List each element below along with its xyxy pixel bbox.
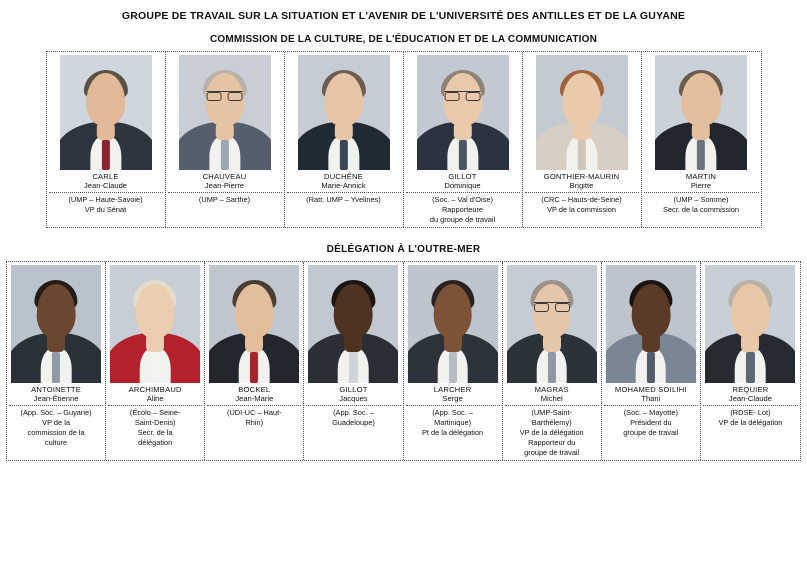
member-portrait xyxy=(11,265,101,383)
member-name-block xyxy=(644,172,759,190)
portrait-face xyxy=(86,73,126,126)
member-card xyxy=(205,262,304,460)
member-detail-line: commission de la xyxy=(27,428,85,437)
member-detail-line: du groupe de travail xyxy=(429,215,496,224)
member-detail-line: (UMP-Saint- xyxy=(531,408,573,417)
member-firstname: Jean-Étienne xyxy=(33,394,79,403)
member-card xyxy=(404,52,523,227)
member-portrait xyxy=(705,265,795,383)
portrait-tie xyxy=(458,140,466,170)
member-portrait xyxy=(179,55,271,170)
portrait-tie xyxy=(52,352,60,383)
member-name-block xyxy=(406,385,500,403)
glasses-icon xyxy=(444,91,481,101)
member-details xyxy=(703,408,798,428)
member-firstname: Jean-Claude xyxy=(728,394,772,403)
member-firstname: Michel xyxy=(540,394,563,403)
member-card xyxy=(523,52,642,227)
member-detail-line: culture xyxy=(44,438,68,447)
card-divider xyxy=(168,192,282,193)
member-detail-line: Barthélemy) xyxy=(531,418,572,427)
portrait-face xyxy=(731,284,770,338)
member-surname: MAGRAS xyxy=(534,385,569,394)
commission-member-grid xyxy=(46,51,762,228)
member-portrait xyxy=(298,55,390,170)
card-divider xyxy=(108,405,202,406)
portrait-face xyxy=(631,284,670,338)
portrait-face xyxy=(334,284,373,338)
member-surname: BOCKEL xyxy=(238,385,271,394)
member-card xyxy=(642,52,761,227)
portrait-face xyxy=(37,284,76,338)
member-detail-line: (UMP – Sarthe) xyxy=(198,195,251,204)
member-surname: MOHAMED SOILIHI xyxy=(614,385,687,394)
portrait-tie xyxy=(548,352,556,383)
member-firstname: Marie-Annick xyxy=(321,181,366,190)
card-divider xyxy=(703,405,798,406)
member-detail-line: (RDSE- Lot) xyxy=(730,408,771,417)
card-divider xyxy=(525,192,639,193)
card-divider xyxy=(49,192,163,193)
portrait-tie xyxy=(697,140,705,170)
member-card xyxy=(47,52,166,227)
member-surname: GONTHIER-MAURIN xyxy=(543,172,620,181)
member-surname: GILLOT xyxy=(448,172,477,181)
member-detail-line: VP de la délégation xyxy=(519,428,584,437)
member-portrait xyxy=(60,55,152,170)
member-surname: ARCHIMBAUD xyxy=(128,385,182,394)
member-details xyxy=(306,408,400,428)
member-details xyxy=(9,408,103,448)
member-surname: LARCHER xyxy=(433,385,472,394)
member-name-block xyxy=(406,172,520,190)
member-name-block xyxy=(207,385,301,403)
member-name-block xyxy=(525,172,639,190)
member-details xyxy=(108,408,202,448)
member-name-block xyxy=(287,172,401,190)
member-details xyxy=(644,195,759,215)
member-card xyxy=(7,262,106,460)
member-detail-line: Saint-Denis) xyxy=(134,418,176,427)
member-detail-line: Secr. de la xyxy=(137,428,173,437)
portrait-face xyxy=(433,284,472,338)
member-card xyxy=(404,262,503,460)
member-portrait xyxy=(209,265,299,383)
member-portrait xyxy=(655,55,747,170)
member-detail-line: Pt de la délégation xyxy=(421,428,484,437)
member-detail-line: Président du xyxy=(630,418,672,427)
member-detail-line: (Ratt. UMP – Yvelines) xyxy=(306,195,381,204)
member-detail-line: (App. Soc. – xyxy=(333,408,374,417)
member-detail-line: Guadeloupe) xyxy=(332,418,375,427)
member-surname: CARLE xyxy=(92,172,119,181)
member-firstname: Serge xyxy=(442,394,463,403)
glasses-icon xyxy=(206,91,243,101)
member-portrait xyxy=(536,55,628,170)
section-title-outremer: DÉLÉGATION À L'OUTRE-MER xyxy=(326,244,481,255)
member-detail-line: VP du Sénat xyxy=(84,205,127,214)
member-details xyxy=(287,195,401,205)
member-card xyxy=(304,262,403,460)
member-surname: CHAUVEAU xyxy=(202,172,247,181)
member-firstname: Aline xyxy=(146,394,164,403)
card-divider xyxy=(306,405,400,406)
member-firstname: Brigitte xyxy=(569,181,594,190)
member-detail-line: (App. Soc. – xyxy=(432,408,473,417)
member-detail-line: (Soc. – Mayotte) xyxy=(623,408,678,417)
portrait-tie xyxy=(577,140,585,170)
member-surname: MARTIN xyxy=(685,172,717,181)
member-name-block xyxy=(49,172,163,190)
outremer-member-grid xyxy=(6,261,801,461)
member-details xyxy=(207,408,301,428)
portrait-tie xyxy=(349,352,357,383)
portrait-tie xyxy=(449,352,457,383)
portrait-tie xyxy=(101,140,109,170)
member-card xyxy=(503,262,602,460)
member-name-block xyxy=(108,385,202,403)
portrait-face xyxy=(562,73,602,126)
card-divider xyxy=(644,192,759,193)
member-card xyxy=(285,52,404,227)
member-surname: ANTOINETTE xyxy=(31,385,82,394)
card-divider xyxy=(287,192,401,193)
member-details xyxy=(525,195,639,215)
portrait-tie xyxy=(220,140,228,170)
member-name-block xyxy=(306,385,400,403)
member-card xyxy=(602,262,701,460)
member-detail-line: Martinique) xyxy=(434,418,472,427)
member-details xyxy=(505,408,599,458)
member-portrait xyxy=(417,55,509,170)
member-name-block xyxy=(505,385,599,403)
member-detail-line: VP de la xyxy=(42,418,70,427)
member-details xyxy=(406,408,500,438)
portrait-tie xyxy=(250,352,258,383)
card-divider xyxy=(406,192,520,193)
member-firstname: Pierre xyxy=(690,181,712,190)
member-firstname: Dominique xyxy=(444,181,481,190)
member-detail-line: groupe de travail xyxy=(524,448,580,457)
member-detail-line: (App. Soc. – Guyane) xyxy=(20,408,92,417)
member-name-block xyxy=(604,385,698,403)
member-detail-line: (Soc. – Val d'Oise) xyxy=(432,195,493,204)
member-name-block xyxy=(703,385,798,403)
portrait-tie xyxy=(647,352,655,383)
card-divider xyxy=(207,405,301,406)
portrait-tie xyxy=(746,352,754,383)
member-name-block xyxy=(168,172,282,190)
member-detail-line: Rhin) xyxy=(245,418,264,427)
member-details xyxy=(406,195,520,225)
card-divider xyxy=(505,405,599,406)
member-surname: GILLOT xyxy=(339,385,368,394)
member-detail-line: Rapporteure xyxy=(441,205,484,214)
portrait-tie xyxy=(151,352,159,383)
member-portrait xyxy=(606,265,696,383)
member-detail-line: délégation xyxy=(138,438,173,447)
member-detail-line: (Écolo – Seine- xyxy=(129,408,181,417)
member-details xyxy=(168,195,282,205)
portrait-face xyxy=(136,284,175,338)
member-firstname: Thani xyxy=(641,394,661,403)
glasses-icon xyxy=(534,302,570,313)
document-title-sub: COMMISSION DE LA CULTURE, DE L'ÉDUCATION ET DE LA COMMUNICATION xyxy=(210,34,597,45)
member-detail-line: VP de la délégation xyxy=(718,418,783,427)
member-detail-line: Secr. de la commission xyxy=(663,205,739,214)
member-firstname: Jean-Marie xyxy=(235,394,274,403)
card-divider xyxy=(604,405,698,406)
card-divider xyxy=(406,405,500,406)
member-detail-line: Rapporteur du xyxy=(528,438,576,447)
member-card xyxy=(701,262,800,460)
member-detail-line: (CRC – Hauts-de-Seine) xyxy=(541,195,622,204)
member-detail-line: (UMP – Haute-Savoie) xyxy=(68,195,143,204)
member-surname: REQUIER xyxy=(732,385,769,394)
member-detail-line: VP de la commission xyxy=(547,205,616,214)
portrait-tie xyxy=(339,140,347,170)
member-detail-line: (UMP – Somme) xyxy=(673,195,729,204)
member-detail-line: (UDI-UC – Haut- xyxy=(227,408,282,417)
member-details xyxy=(604,408,698,438)
member-firstname: Jean-Pierre xyxy=(204,181,245,190)
portrait-face xyxy=(324,73,364,126)
member-name-block xyxy=(9,385,103,403)
member-detail-line: groupe de travail xyxy=(623,428,679,437)
member-portrait xyxy=(408,265,498,383)
member-portrait xyxy=(110,265,200,383)
card-divider xyxy=(9,405,103,406)
member-portrait xyxy=(507,265,597,383)
member-firstname: Jacques xyxy=(339,394,368,403)
member-details xyxy=(49,195,163,215)
member-surname: DUCHÊNE xyxy=(324,172,363,181)
member-portrait xyxy=(308,265,398,383)
document-title-main: GROUPE DE TRAVAIL SUR LA SITUATION ET L'AVENIR DE L'UNIVERSITÉ DES ANTILLES ET DE LA GUYANE xyxy=(121,10,686,22)
portrait-face xyxy=(681,73,721,126)
member-firstname: Jean-Claude xyxy=(83,181,128,190)
member-card xyxy=(106,262,205,460)
member-card xyxy=(166,52,285,227)
portrait-face xyxy=(235,284,274,338)
